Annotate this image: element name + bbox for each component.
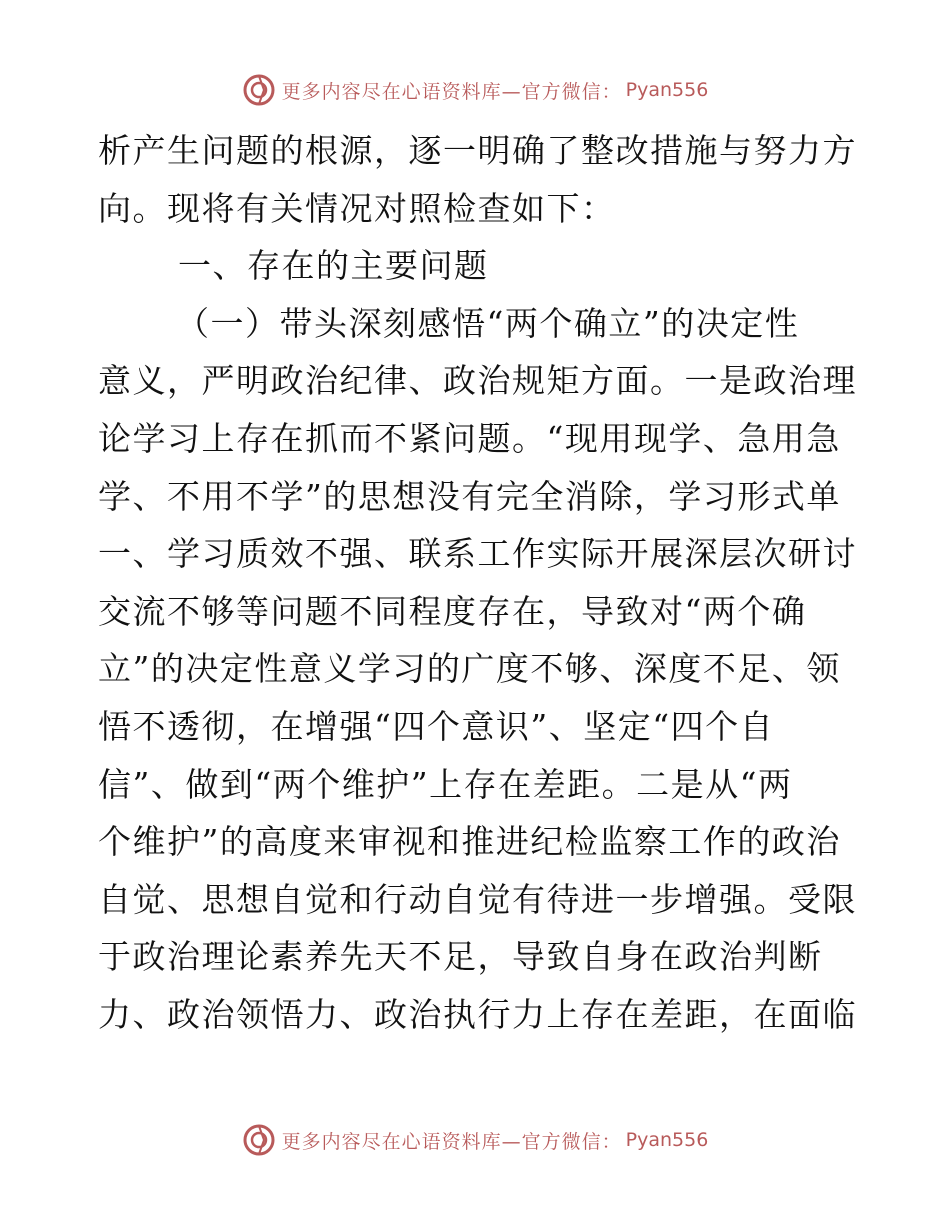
- header-watermark: [0, 70, 950, 110]
- text-line: 信”、做到“两个维护”上存在差距。二是从“两: [98, 764, 793, 804]
- text-line: 论学习上存在抓而不紧问题。“现用现学、急用急: [98, 418, 841, 458]
- text-line: 立”的决定性意义学习的广度不够、深度不足、领: [98, 649, 841, 689]
- text-line: 交流不够等问题不同程度存在，导致对“两个确: [98, 591, 807, 631]
- text-line: 学、不用不学”的思想没有完全消除，学习形式单: [98, 476, 841, 516]
- text-line: 自觉、思想自觉和行动自觉有待进一步增强。受限: [98, 879, 857, 919]
- text-line: 析产生问题的根源，逐一明确了整改措施与努力方: [98, 131, 857, 170]
- watermark-text: 更多内容尽在心语资料库—官方微信：: [281, 80, 622, 103]
- text-line: 意义，严明政治纪律、政治规矩方面。一是政治理: [98, 361, 857, 401]
- watermark-id: Pyan556: [625, 79, 709, 101]
- logo-icon: [242, 73, 276, 107]
- text-line: 于政治理论素养先天不足，导致自身在政治判断: [98, 937, 823, 977]
- section-heading: 一、存在的主要问题: [178, 246, 489, 286]
- watermark-id: Pyan556: [625, 1129, 709, 1151]
- text-line: 力、政治领悟力、政治执行力上存在差距，在面临: [98, 994, 857, 1034]
- footer-watermark: [0, 1120, 950, 1160]
- text-line: 向。现将有关情况对照检查如下：: [98, 188, 616, 228]
- text-line: 个维护”的高度来审视和推进纪检监察工作的政治: [98, 822, 841, 862]
- watermark-text: 更多内容尽在心语资料库—官方微信：: [281, 1130, 622, 1153]
- text-line: 悟不透彻，在增强“四个意识”、坚定“四个自: [98, 706, 775, 746]
- subsection-heading: （一）带头深刻感悟“两个确立”的决定性: [176, 303, 800, 343]
- logo-icon: [242, 1123, 276, 1157]
- document-body: [98, 122, 858, 1044]
- text-line: 一、学习质效不强、联系工作实际开展深层次研讨: [98, 534, 857, 574]
